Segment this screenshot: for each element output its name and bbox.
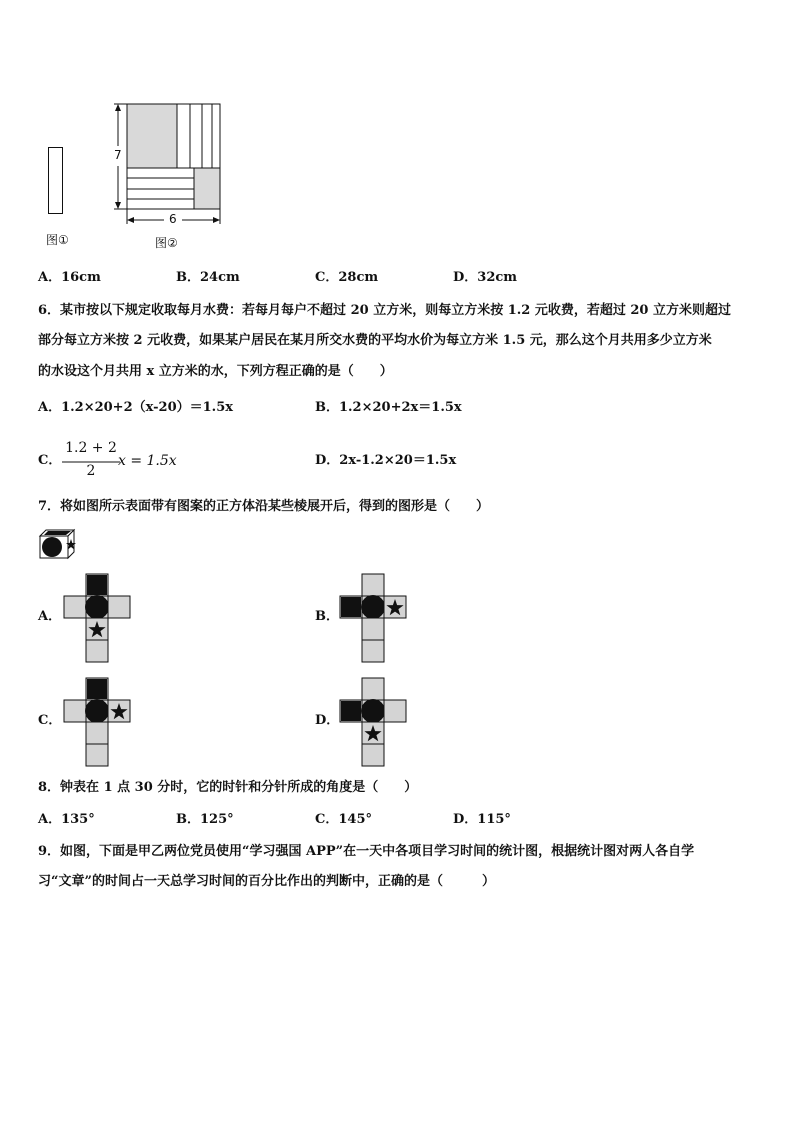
q8-stem: 8．钟表在 1 点 30 分时，它的时针和分针所成的角度是（ ） [38,780,418,795]
q7-net-c [63,677,133,767]
q7-label-d[interactable]: D． [315,713,340,728]
q8-option-b[interactable]: B．125° [176,812,234,827]
q7-label-c[interactable]: C． [38,713,62,728]
q5-option-a[interactable]: A．16cm [38,270,101,285]
black-square-icon [87,575,107,595]
net-face [86,640,108,662]
net-face [362,744,384,766]
black-circle-icon [361,595,385,619]
q6-option-c-letter: C． [38,453,62,468]
q6-option-b[interactable]: B．1.2×20+2x＝1.5x [315,400,462,415]
q7-stem: 7．将如图所示表面带有图案的正方体沿某些棱展开后，得到的图形是（ ） [38,499,490,514]
q6-option-c-numerator: 1.2 + 2 [65,440,117,456]
figure-1-bar [48,147,64,217]
black-circle-icon [361,699,385,723]
net-face [362,640,384,662]
black-square-icon [341,597,361,617]
net-face [362,678,384,700]
q6-option-c-expression: x = 1.5x [118,453,177,469]
q7-net-d [339,677,409,767]
q6-option-c-denominator: 2 [86,463,96,479]
q7-label-b[interactable]: B． [315,609,339,624]
q6-stem-line-1: 6．某市按以下规定收取每月水费：若每月每户不超过 20 立方米，则每立方米按 1.2 元收费，若超过 20 立方米则超过 [38,303,731,318]
q7-net-b [339,573,409,663]
net-face [86,744,108,766]
q8-option-c[interactable]: C．145° [315,812,372,827]
dimension-height-label: 7 [114,148,122,162]
cube-figure [38,528,78,564]
net-face [362,618,384,640]
q7-net-a [63,573,133,663]
net-face [108,596,130,618]
q6-stem-line-2: 部分每立方米按 2 元收费，如果某户居民在某月所交水费的平均水价为每立方米 1.5 元，那么这个月共用多少立方米 [38,333,712,348]
q5-option-b[interactable]: B．24cm [176,270,240,285]
black-square-icon [87,679,107,699]
net-face [64,596,86,618]
q6-stem-line-3: 的水设这个月共用 x 立方米的水，下列方程正确的是（ ） [38,364,393,379]
q9-stem-line-2: 习“文章”的时间占一天总学习时间的百分比作出的判断中，正确的是（ ） [38,874,495,889]
q9-stem-line-1: 9．如图，下面是甲乙两位党员使用“学习强国 APP”在一天中各项目学习时间的统计图，根据统计图对两人各自学 [38,844,695,859]
dimension-width-label: 6 [169,212,177,226]
net-face [64,700,86,722]
q7-label-a[interactable]: A． [38,609,62,624]
black-square-icon [341,701,361,721]
black-circle-icon [85,595,109,619]
q6-option-a[interactable]: A．1.2×20+2（x-20）＝1.5x [38,400,234,415]
black-circle-icon [85,699,109,723]
net-face [384,700,406,722]
net-face [362,574,384,596]
figure-1-caption: 图① [46,233,69,247]
net-face [86,722,108,744]
q8-option-a[interactable]: A．135° [38,812,95,827]
q5-option-d[interactable]: D．32cm [453,270,518,285]
q5-option-c[interactable]: C．28cm [315,270,379,285]
q8-option-d[interactable]: D．115° [453,812,511,827]
q6-option-d[interactable]: D．2x-1.2×20＝1.5x [315,453,457,468]
figure-2-rectangle [104,100,224,225]
figure-2-caption: 图② [155,236,178,250]
